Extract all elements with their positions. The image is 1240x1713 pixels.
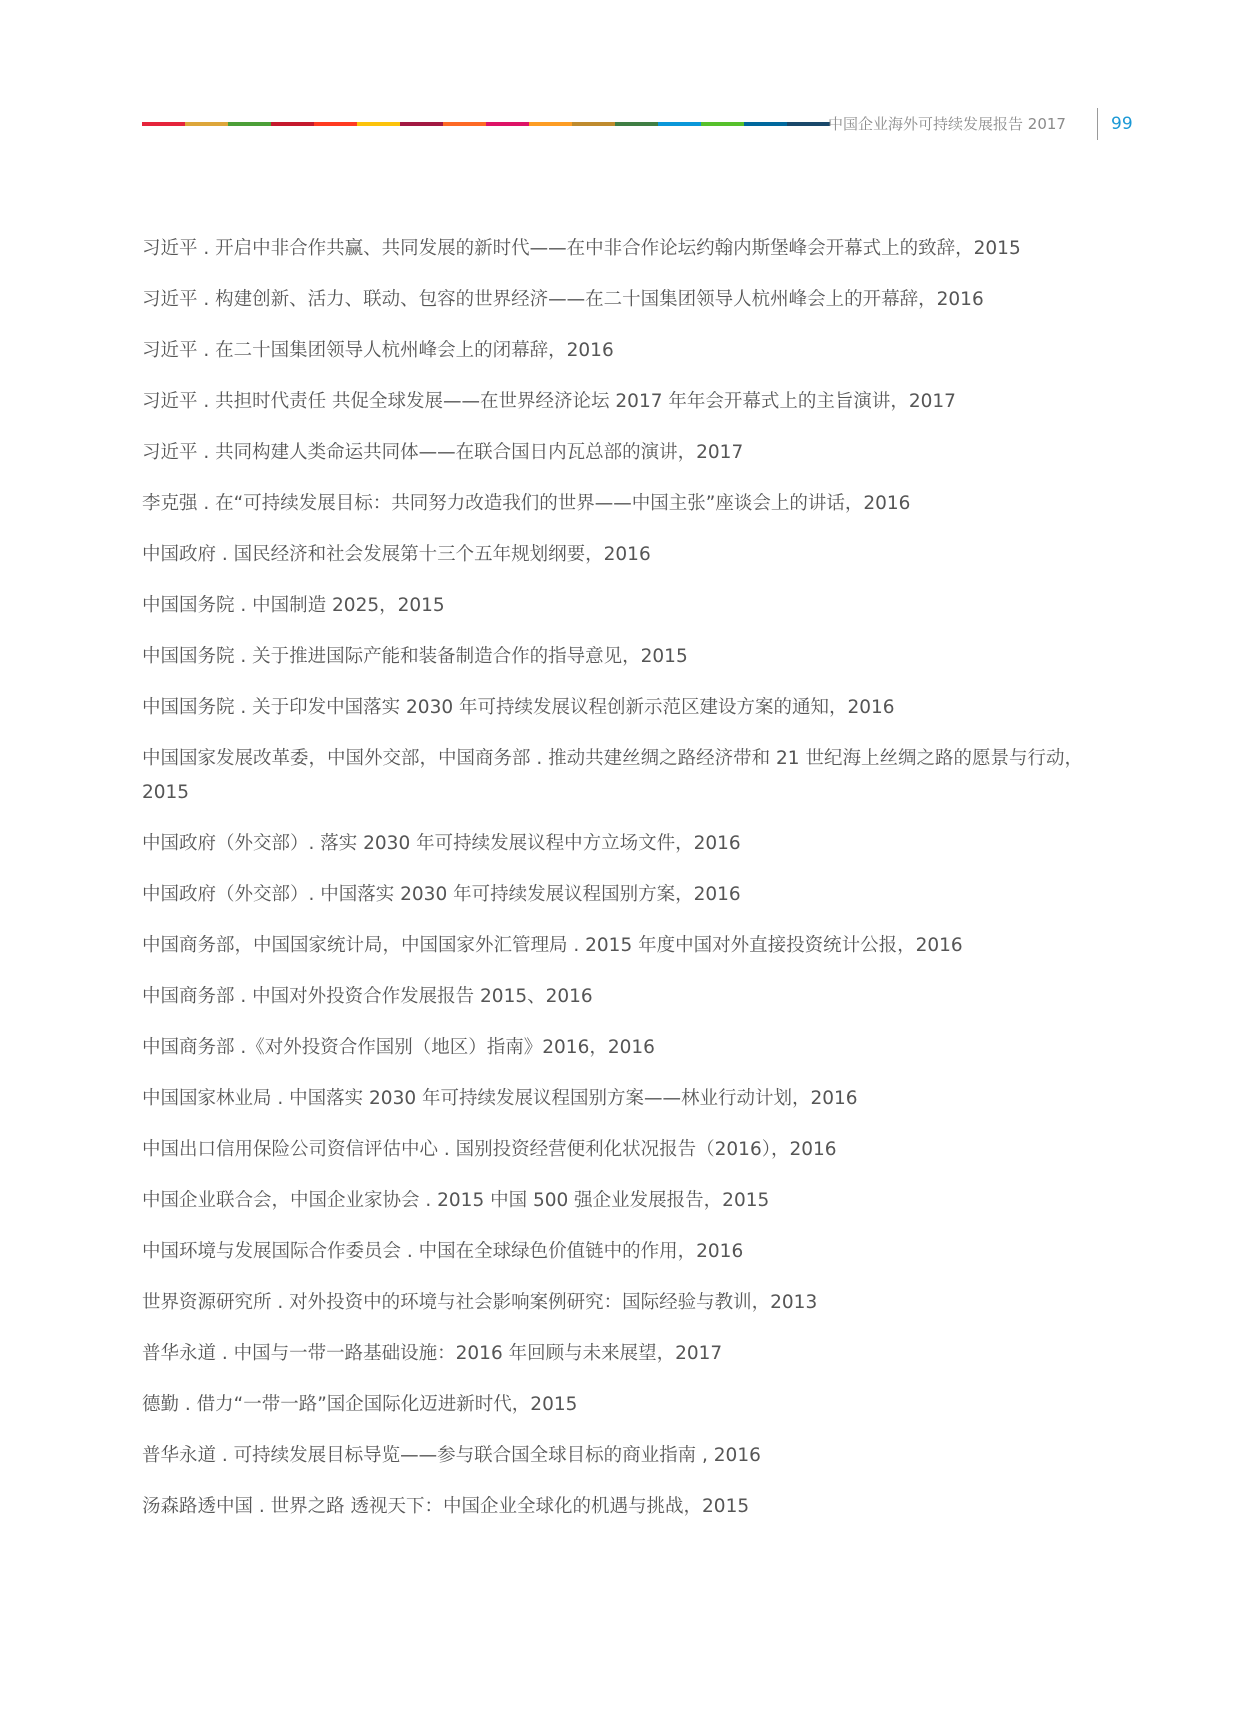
reference-item: 中国企业联合会，中国企业家协会 . 2015 中国 500 强企业发展报告，2015 [142,1190,770,1211]
reference-item: 中国环境与发展国际合作委员会 . 中国在全球绿色价值链中的作用，2016 [142,1241,744,1262]
reference-item: 中国政府 . 国民经济和社会发展第十三个五年规划纲要，2016 [142,544,651,565]
color-bar-segment [228,122,271,126]
color-bar-segment [658,122,701,126]
reference-item: 普华永道 . 可持续发展目标导览——参与联合国全球目标的商业指南 , 2016 [142,1445,761,1466]
color-bar-segment [400,122,443,126]
reference-item: 中国国务院 . 中国制造 2025，2015 [142,595,445,616]
color-bar-segment [701,122,744,126]
page-header [0,0,1240,160]
reference-item: 中国国家发展改革委，中国外交部，中国商务部 . 推动共建丝绸之路经济带和 21 世纪海上丝绸之路的愿景与行动，2015 [142,748,1083,803]
color-bar-segment [572,122,615,126]
page-number: 99 [1111,114,1133,134]
color-bar-segment [185,122,228,126]
reference-item: 世界资源研究所 . 对外投资中的环境与社会影响案例研究：国际经验与教训，2013 [142,1292,818,1313]
reference-item: 中国政府（外交部）. 落实 2030 年可持续发展议程中方立场文件，2016 [142,833,741,854]
reference-item: 中国国务院 . 关于推进国际产能和装备制造合作的指导意见，2015 [142,646,688,667]
reference-item: 中国商务部 . 中国对外投资合作发展报告 2015、2016 [142,986,593,1007]
color-bar-segment [486,122,529,126]
report-title: 中国企业海外可持续发展报告 2017 [828,115,1066,133]
reference-item: 习近平 . 在二十国集团领导人杭州峰会上的闭幕辞，2016 [142,340,614,361]
reference-item: 习近平 . 开启中非合作共赢、共同发展的新时代——在中非合作论坛约翰内斯堡峰会开幕式上的致辞，2015 [142,238,1021,259]
color-bar-segment [443,122,486,126]
reference-item: 习近平 . 构建创新、活力、联动、包容的世界经济——在二十国集团领导人杭州峰会上的开幕辞，2016 [142,289,984,310]
reference-item: 中国政府（外交部）. 中国落实 2030 年可持续发展议程国别方案，2016 [142,884,741,905]
reference-item: 普华永道 . 中国与一带一路基础设施：2016 年回顾与未来展望，2017 [142,1343,723,1364]
reference-item: 中国商务部 .《对外投资合作国别（地区）指南》2016，2016 [142,1037,655,1058]
color-bar-segment [744,122,787,126]
color-bar-segment [142,122,185,126]
reference-item: 汤森路透中国 . 世界之路 透视天下：中国企业全球化的机遇与挑战，2015 [142,1496,750,1517]
reference-item: 中国商务部，中国国家统计局，中国国家外汇管理局 . 2015 年度中国对外直接投资统计公报，2016 [142,935,963,956]
sdg-color-bar [142,122,830,126]
reference-item: 李克强 . 在“可持续发展目标：共同努力改造我们的世界——中国主张”座谈会上的讲话，2016 [142,493,911,514]
reference-item: 中国出口信用保险公司资信评估中心 . 国别投资经营便利化状况报告（2016），2016 [142,1139,837,1160]
color-bar-segment [314,122,357,126]
reference-item: 德勤 . 借力“一带一路”国企国际化迈进新时代，2015 [142,1394,578,1415]
color-bar-segment [615,122,658,126]
color-bar-segment [357,122,400,126]
header-divider [1097,108,1098,140]
color-bar-segment [271,122,314,126]
reference-item: 中国国务院 . 关于印发中国落实 2030 年可持续发展议程创新示范区建设方案的通知，2016 [142,697,895,718]
reference-item: 习近平 . 共同构建人类命运共同体——在联合国日内瓦总部的演讲，2017 [142,442,744,463]
color-bar-segment [787,122,830,126]
reference-item: 习近平 . 共担时代责任 共促全球发展——在世界经济论坛 2017 年年会开幕式上的主旨演讲，2017 [142,391,956,412]
color-bar-segment [529,122,572,126]
reference-list [142,232,1102,1541]
reference-item: 中国国家林业局 . 中国落实 2030 年可持续发展议程国别方案——林业行动计划，2016 [142,1088,858,1109]
